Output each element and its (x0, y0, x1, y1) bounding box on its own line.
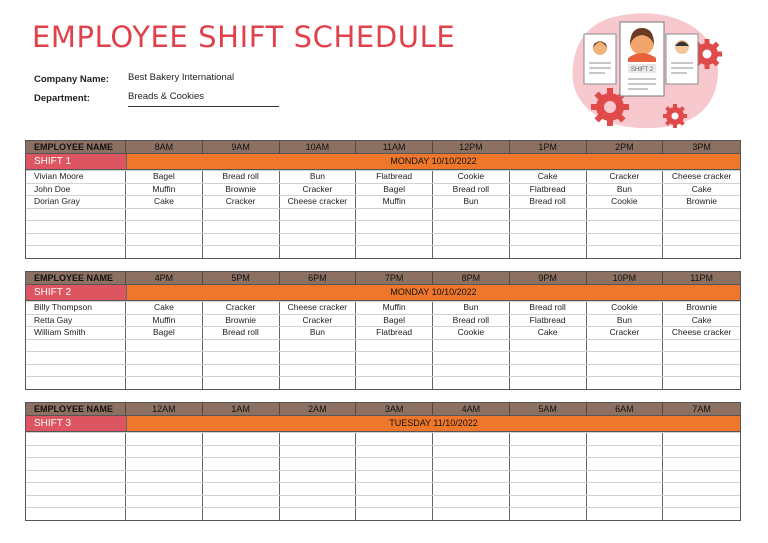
item-cell[interactable] (126, 458, 203, 470)
item-cell[interactable]: Cake (510, 327, 587, 339)
item-cell[interactable] (280, 446, 357, 458)
item-cell[interactable] (510, 446, 587, 458)
item-cell[interactable] (356, 377, 433, 389)
header-row (26, 141, 740, 153)
table-row (26, 220, 740, 233)
item-cell[interactable] (126, 365, 203, 377)
item-cell[interactable] (356, 458, 433, 470)
employee-name-header: EMPLOYEE NAME (26, 403, 126, 415)
item-cell[interactable] (510, 377, 587, 389)
item-cell[interactable] (356, 234, 433, 246)
item-cell[interactable]: Cracker (587, 171, 664, 183)
shift-2-schedule (25, 271, 741, 390)
item-cell[interactable]: Cracker (280, 315, 357, 327)
item-cell[interactable] (587, 508, 664, 520)
item-cell[interactable] (280, 340, 357, 352)
item-cell[interactable]: Bun (433, 302, 510, 314)
item-cell[interactable] (203, 446, 280, 458)
time-slot-header: 11PM (690, 273, 714, 283)
time-slot-header: 12PM (433, 141, 510, 153)
item-cell[interactable] (356, 209, 433, 221)
profile-card-right (666, 34, 698, 84)
item-cell[interactable] (663, 340, 740, 352)
item-cell[interactable] (126, 234, 203, 246)
item-cell[interactable] (356, 433, 433, 445)
item-cell[interactable] (203, 508, 280, 520)
item-cell[interactable]: Bun (433, 196, 510, 208)
item-cell[interactable] (433, 209, 510, 221)
time-slot-header: 8PM (433, 272, 510, 284)
employee-name-cell[interactable] (26, 458, 126, 470)
item-cell[interactable] (433, 471, 510, 483)
shift-date: MONDAY 10/10/2022 (126, 285, 740, 300)
item-cell[interactable]: Cracker (587, 327, 664, 339)
table-row (26, 364, 740, 377)
item-cell[interactable] (587, 352, 664, 364)
header-row (26, 272, 740, 284)
time-slot-header: 7AM (692, 404, 711, 414)
item-cell[interactable] (663, 496, 740, 508)
item-cell[interactable] (663, 234, 740, 246)
item-cell[interactable]: Cookie (433, 171, 510, 183)
employee-name-cell[interactable] (26, 234, 126, 246)
item-cell[interactable] (663, 246, 740, 258)
item-cell[interactable] (280, 365, 357, 377)
item-cell[interactable] (356, 340, 433, 352)
table-row (26, 351, 740, 364)
item-cell[interactable] (587, 458, 664, 470)
item-cell[interactable]: Bread roll (433, 184, 510, 196)
item-cell[interactable]: Bun (587, 315, 664, 327)
table-row (26, 314, 740, 327)
table-row (26, 470, 740, 483)
item-cell[interactable]: Cake (691, 314, 712, 325)
table-row (26, 208, 740, 221)
item-cell[interactable] (203, 234, 280, 246)
item-cell[interactable] (587, 209, 664, 221)
time-slot-header: 2AM (280, 403, 357, 415)
item-cell[interactable]: Bread roll (510, 196, 587, 208)
item-cell[interactable] (510, 365, 587, 377)
time-slot-header: 4AM (433, 403, 510, 415)
employee-name-cell[interactable]: Vivian Moore (26, 171, 126, 183)
time-slot-header: 7PM (356, 272, 433, 284)
table-row (26, 170, 740, 183)
company-label: Company Name: (34, 74, 109, 85)
employee-name-cell[interactable] (26, 483, 126, 495)
employee-name-cell[interactable] (26, 508, 126, 520)
item-cell[interactable] (663, 458, 740, 470)
item-cell[interactable] (280, 209, 357, 221)
table-row (26, 183, 740, 196)
item-cell[interactable] (126, 446, 203, 458)
item-cell[interactable] (203, 352, 280, 364)
item-cell[interactable] (203, 365, 280, 377)
item-cell[interactable] (510, 458, 587, 470)
employee-name-cell[interactable]: John Doe (26, 184, 126, 196)
item-cell[interactable]: Bun (587, 184, 664, 196)
item-cell[interactable] (587, 365, 664, 377)
item-cell[interactable] (126, 483, 203, 495)
item-cell[interactable]: Bread roll (510, 302, 587, 314)
item-cell[interactable] (126, 496, 203, 508)
item-cell[interactable]: Bagel (356, 315, 433, 327)
company-value[interactable]: Best Bakery International (128, 72, 235, 83)
table-row (26, 495, 740, 508)
item-cell[interactable] (203, 471, 280, 483)
shift-label: SHIFT 1 (26, 154, 126, 169)
item-cell[interactable] (510, 496, 587, 508)
time-slot-header: 6PM (280, 272, 357, 284)
item-cell[interactable] (356, 365, 433, 377)
item-cell[interactable]: Brownie (686, 302, 717, 312)
time-slot-header: 8AM (126, 141, 203, 153)
employee-name-cell[interactable]: Retta Gay (26, 315, 126, 327)
table-row (26, 326, 740, 339)
item-cell[interactable]: Cracker (203, 302, 280, 314)
item-cell[interactable] (126, 433, 203, 445)
employee-name-cell[interactable] (26, 340, 126, 352)
item-cell[interactable] (433, 446, 510, 458)
item-cell[interactable]: Muffin (126, 315, 203, 327)
item-cell[interactable] (587, 221, 664, 233)
employee-name-cell[interactable] (26, 433, 126, 445)
item-cell[interactable] (356, 496, 433, 508)
item-cell[interactable] (663, 483, 740, 495)
item-cell[interactable] (280, 496, 357, 508)
time-slot-header: 1PM (510, 141, 587, 153)
item-cell[interactable] (203, 221, 280, 233)
item-cell[interactable] (126, 221, 203, 233)
profile-card-left (584, 34, 616, 84)
item-cell[interactable]: Cracker (203, 196, 280, 208)
item-cell[interactable]: Flatbread (356, 327, 433, 339)
employee-name-cell[interactable] (26, 246, 126, 258)
time-slot-header: 10PM (587, 272, 664, 284)
table-row (26, 233, 740, 246)
time-slot-header: 3AM (356, 403, 433, 415)
item-cell[interactable] (280, 377, 357, 389)
employee-name-cell[interactable] (26, 352, 126, 364)
employee-name-cell[interactable]: William Smith (26, 327, 126, 339)
item-cell[interactable] (126, 471, 203, 483)
page-title: EMPLOYEE SHIFT SCHEDULE (32, 20, 456, 54)
time-slot-header: 12AM (126, 403, 203, 415)
item-cell[interactable]: Bun (280, 171, 357, 183)
item-cell[interactable]: Cookie (587, 302, 664, 314)
item-cell[interactable] (663, 471, 740, 483)
time-slot-header: 4PM (126, 272, 203, 284)
item-cell[interactable] (510, 483, 587, 495)
item-cell[interactable] (126, 352, 203, 364)
table-row (26, 339, 740, 352)
item-cell[interactable]: Brownie (203, 184, 280, 196)
item-cell[interactable]: Brownie (686, 196, 717, 206)
item-cell[interactable] (587, 496, 664, 508)
item-cell[interactable] (203, 377, 280, 389)
time-slot-header: 9AM (203, 141, 280, 153)
item-cell[interactable] (510, 209, 587, 221)
item-cell[interactable] (126, 209, 203, 221)
item-cell[interactable] (280, 221, 357, 233)
item-cell[interactable] (433, 221, 510, 233)
table-row (26, 376, 740, 389)
employee-name-cell[interactable] (26, 496, 126, 508)
item-cell[interactable]: Cookie (433, 327, 510, 339)
item-cell[interactable]: Muffin (126, 184, 203, 196)
shift-row (26, 415, 740, 432)
table-row (26, 195, 740, 208)
item-cell[interactable]: Muffin (356, 302, 433, 314)
item-cell[interactable] (587, 446, 664, 458)
time-slot-header: 3PM (692, 142, 711, 152)
employee-name-cell[interactable] (26, 209, 126, 221)
item-cell[interactable] (433, 377, 510, 389)
item-cell[interactable] (280, 483, 357, 495)
item-cell[interactable] (203, 433, 280, 445)
item-cell[interactable] (126, 377, 203, 389)
item-cell[interactable] (203, 246, 280, 258)
item-cell[interactable]: Bun (280, 327, 357, 339)
item-cell[interactable] (510, 471, 587, 483)
item-cell[interactable] (280, 433, 357, 445)
item-cell[interactable] (280, 246, 357, 258)
time-slot-header: 5PM (203, 272, 280, 284)
item-cell[interactable] (126, 508, 203, 520)
employee-name-cell[interactable] (26, 446, 126, 458)
shift-label: SHIFT 3 (26, 416, 126, 431)
employee-name-cell[interactable]: Billy Thompson (26, 302, 126, 314)
item-cell[interactable]: Bread roll (433, 315, 510, 327)
item-cell[interactable] (203, 458, 280, 470)
item-cell[interactable] (510, 508, 587, 520)
employee-name-header: EMPLOYEE NAME (26, 141, 126, 153)
time-slot-header: 2PM (587, 141, 664, 153)
time-slot-header: 9PM (510, 272, 587, 284)
shift-label: SHIFT 2 (26, 285, 126, 300)
item-cell[interactable]: Cake (126, 302, 203, 314)
item-cell[interactable]: Bread roll (203, 327, 280, 339)
item-cell[interactable] (663, 508, 740, 520)
item-cell[interactable] (356, 471, 433, 483)
item-cell[interactable]: Cheese cracker (671, 171, 732, 181)
shift-3-schedule (25, 402, 741, 521)
department-underline (128, 106, 279, 107)
item-cell[interactable] (280, 234, 357, 246)
item-cell[interactable]: Cake (510, 171, 587, 183)
item-cell[interactable] (433, 483, 510, 495)
department-value[interactable]: Breads & Cookies (128, 91, 205, 102)
item-cell[interactable] (587, 234, 664, 246)
item-cell[interactable] (587, 377, 664, 389)
employee-name-cell[interactable] (26, 471, 126, 483)
item-cell[interactable] (433, 433, 510, 445)
item-cell[interactable] (587, 340, 664, 352)
item-cell[interactable]: Bread roll (203, 171, 280, 183)
item-cell[interactable] (510, 433, 587, 445)
employee-name-cell[interactable] (26, 221, 126, 233)
item-cell[interactable]: Muffin (356, 196, 433, 208)
item-cell[interactable] (433, 340, 510, 352)
item-cell[interactable] (203, 496, 280, 508)
table-row (26, 301, 740, 314)
employee-name-cell[interactable]: Dorian Gray (26, 196, 126, 208)
item-cell[interactable]: Bagel (356, 184, 433, 196)
item-cell[interactable] (587, 483, 664, 495)
item-cell[interactable] (510, 234, 587, 246)
item-cell[interactable] (126, 340, 203, 352)
shift-row (26, 284, 740, 301)
item-cell[interactable]: Brownie (203, 315, 280, 327)
item-cell[interactable] (433, 365, 510, 377)
time-slot-header: 1AM (203, 403, 280, 415)
illustration-badge-text: SHIFT 2 (630, 67, 654, 73)
item-cell[interactable] (280, 508, 357, 520)
item-cell[interactable] (663, 352, 740, 364)
item-cell[interactable] (433, 496, 510, 508)
item-cell[interactable] (663, 446, 740, 458)
item-cell[interactable] (280, 352, 357, 364)
item-cell[interactable] (510, 246, 587, 258)
item-cell[interactable]: Flatbread (356, 171, 433, 183)
item-cell[interactable] (356, 221, 433, 233)
employee-name-header: EMPLOYEE NAME (26, 272, 126, 284)
table-row (26, 245, 740, 258)
item-cell[interactable]: Bagel (126, 327, 203, 339)
item-cell[interactable]: Cheese cracker (280, 196, 357, 208)
item-cell[interactable]: Cheese cracker (280, 302, 357, 314)
shift-date: MONDAY 10/10/2022 (126, 154, 740, 169)
item-cell[interactable]: Flatbread (510, 184, 587, 196)
item-cell[interactable] (433, 234, 510, 246)
department-label: Department: (34, 93, 90, 104)
item-cell[interactable] (203, 209, 280, 221)
item-cell[interactable] (663, 433, 740, 445)
employee-name-cell[interactable] (26, 377, 126, 389)
time-slot-header: 11AM (356, 141, 433, 153)
item-cell[interactable] (663, 221, 740, 233)
item-cell[interactable] (126, 246, 203, 258)
shift-1-schedule (25, 140, 741, 259)
item-cell[interactable] (663, 209, 740, 221)
item-cell[interactable]: Cookie (587, 196, 664, 208)
time-slot-header: 6AM (587, 403, 664, 415)
item-cell[interactable] (356, 446, 433, 458)
item-cell[interactable]: Cracker (280, 184, 357, 196)
table-row (26, 432, 740, 445)
item-cell[interactable]: Cake (126, 196, 203, 208)
table-row (26, 457, 740, 470)
item-cell[interactable] (433, 246, 510, 258)
profile-card-center (620, 22, 664, 96)
item-cell[interactable]: Flatbread (510, 315, 587, 327)
item-cell[interactable] (587, 246, 664, 258)
item-cell[interactable] (433, 458, 510, 470)
table-row (26, 445, 740, 458)
header-row (26, 403, 740, 415)
time-slot-header: 10AM (280, 141, 357, 153)
item-cell[interactable] (433, 508, 510, 520)
item-cell[interactable] (663, 377, 740, 389)
item-cell[interactable]: Bagel (126, 171, 203, 183)
item-cell[interactable] (356, 483, 433, 495)
item-cell[interactable] (203, 483, 280, 495)
employee-name-cell[interactable] (26, 365, 126, 377)
item-cell[interactable] (356, 352, 433, 364)
item-cell[interactable] (203, 340, 280, 352)
gear-icon (663, 104, 687, 128)
table-row (26, 482, 740, 495)
item-cell[interactable] (510, 352, 587, 364)
item-cell[interactable] (433, 352, 510, 364)
item-cell[interactable] (663, 365, 740, 377)
item-cell[interactable] (587, 471, 664, 483)
item-cell[interactable] (587, 433, 664, 445)
shift-date: TUESDAY 11/10/2022 (126, 416, 740, 431)
item-cell[interactable] (280, 471, 357, 483)
item-cell[interactable] (280, 458, 357, 470)
item-cell[interactable] (510, 340, 587, 352)
time-slot-header: 5AM (510, 403, 587, 415)
item-cell[interactable] (356, 246, 433, 258)
item-cell[interactable] (510, 221, 587, 233)
table-row (26, 507, 740, 520)
item-cell[interactable]: Cake (691, 183, 712, 194)
item-cell[interactable]: Cheese cracker (671, 327, 732, 337)
item-cell[interactable] (356, 508, 433, 520)
shift-row (26, 153, 740, 170)
